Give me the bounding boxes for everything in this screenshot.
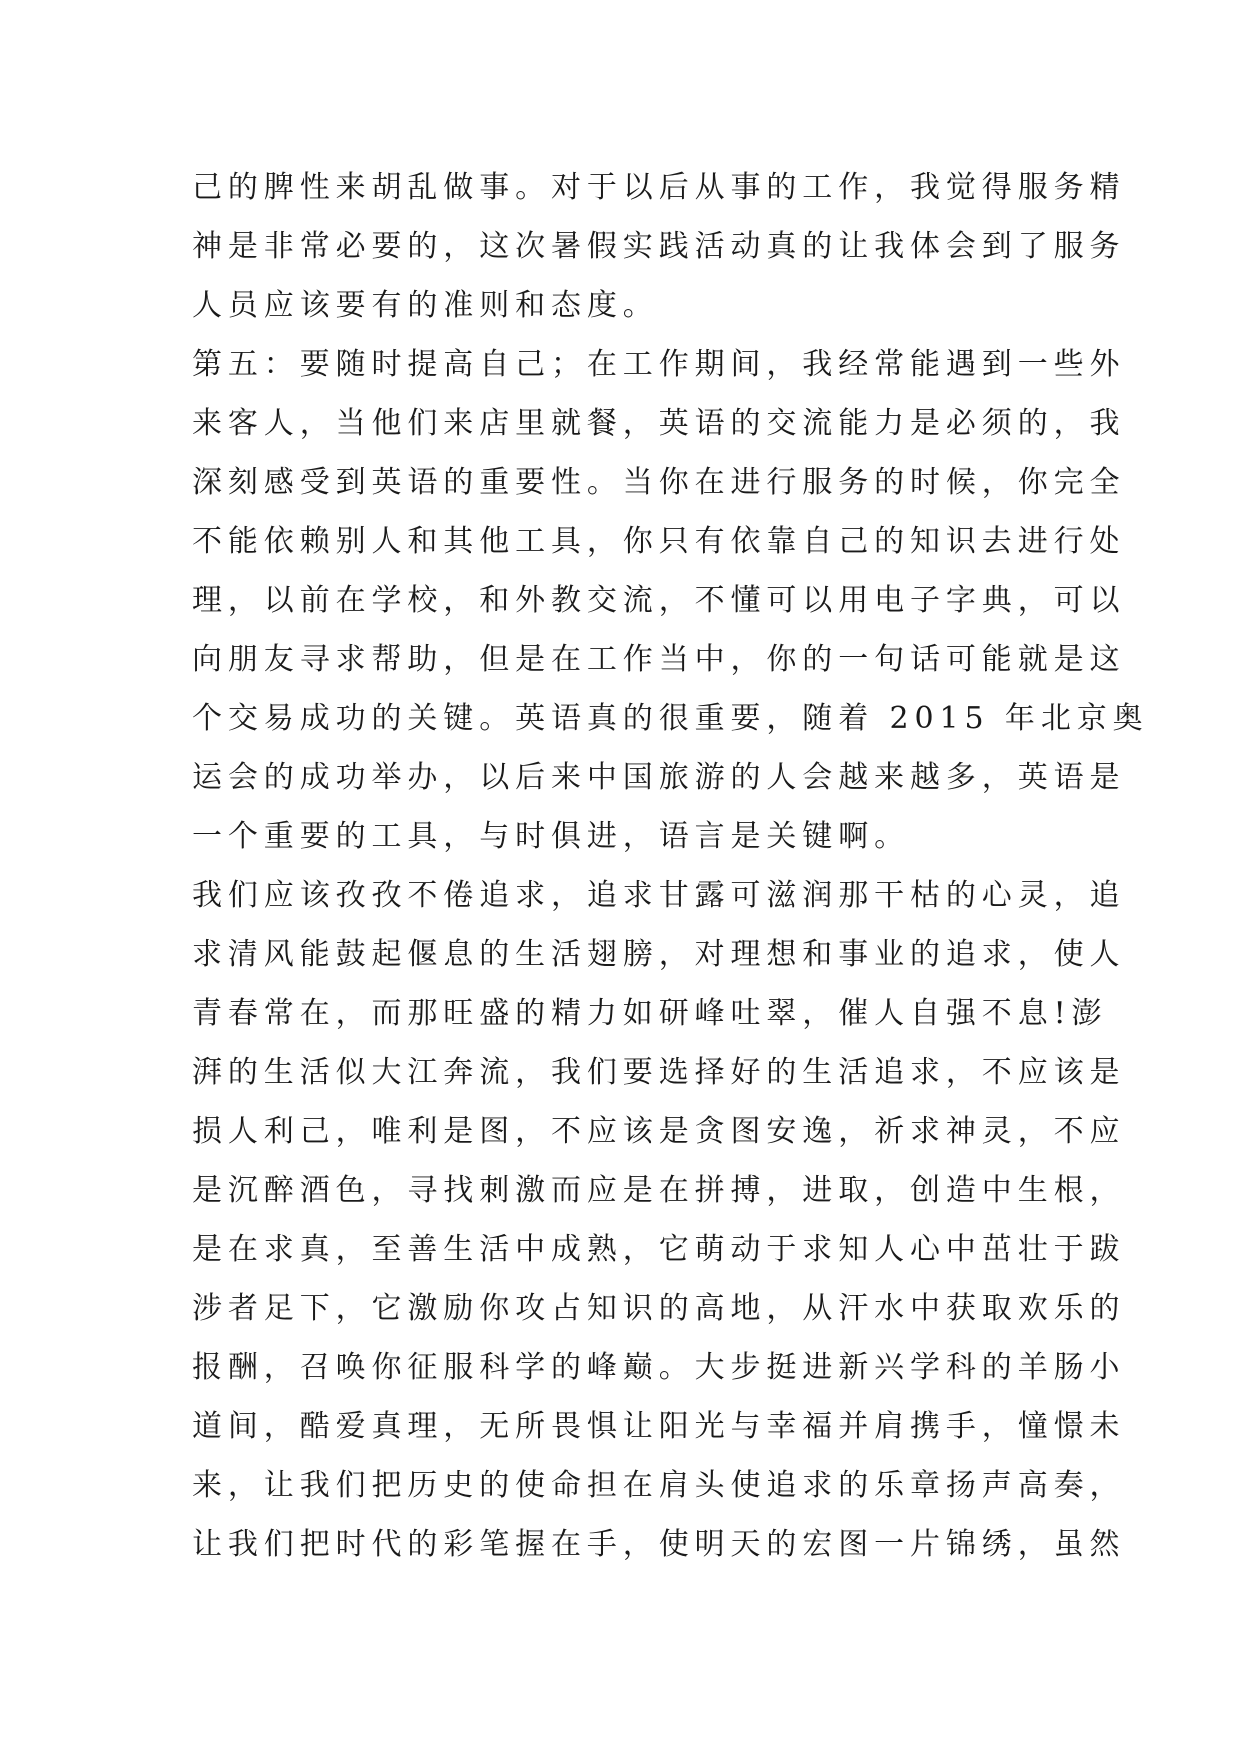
text-line: 让我们把时代的彩笔握在手，使明天的宏图一片锦绣，虽然 <box>192 1527 1126 1562</box>
text-line: 向朋友寻求帮助，但是在工作当中，你的一句话可能就是这 <box>192 642 1126 677</box>
text-line: 来，让我们把历史的使命担在肩头使追求的乐章扬声高奏， <box>192 1468 1126 1503</box>
text-line: 深刻感受到英语的重要性。当你在进行服务的时候，你完全 <box>192 465 1126 500</box>
text-line: 来客人，当他们来店里就餐，英语的交流能力是必须的，我 <box>192 406 1126 441</box>
text-line: 神是非常必要的，这次暑假实践活动真的让我体会到了服务 <box>192 229 1126 264</box>
text-line: 报酬，召唤你征服科学的峰巅。大步挺进新兴学科的羊肠小 <box>192 1350 1126 1385</box>
text-line: 第五：要随时提高自己；在工作期间，我经常能遇到一些外 <box>192 347 1126 382</box>
text-line: 是在求真，至善生活中成熟，它萌动于求知人心中茁壮于跋 <box>192 1232 1126 1267</box>
text-line: 损人利己，唯利是图，不应该是贪图安逸，祈求神灵，不应 <box>192 1114 1126 1149</box>
text-line: 是沉醉酒色，寻找刺激而应是在拼搏，进取，创造中生根， <box>192 1173 1126 1208</box>
text-line: 人员应该要有的准则和态度。 <box>192 288 659 323</box>
text-line: 我们应该孜孜不倦追求，追求甘露可滋润那干枯的心灵，追 <box>192 878 1126 913</box>
text-line: 理，以前在学校，和外教交流，不懂可以用电子字典，可以 <box>192 583 1126 618</box>
text-line: 湃的生活似大江奔流，我们要选择好的生活追求，不应该是 <box>192 1055 1126 1090</box>
text-line: 涉者足下，它激励你攻占知识的高地，从汗水中获取欢乐的 <box>192 1291 1126 1326</box>
text-line: 求清风能鼓起偃息的生活翅膀，对理想和事业的追求，使人 <box>192 937 1126 972</box>
text-line: 道间，酷爱真理，无所畏惧让阳光与幸福并肩携手，憧憬未 <box>192 1409 1126 1444</box>
text-line: 个交易成功的关键。英语真的很重要，随着 2015 年北京奥 <box>192 701 1149 736</box>
text-line: 不能依赖别人和其他工具，你只有依靠自己的知识去进行处 <box>192 524 1126 559</box>
text-line: 己的脾性来胡乱做事。对于以后从事的工作，我觉得服务精 <box>192 170 1126 205</box>
text-line: 运会的成功举办，以后来中国旅游的人会越来越多，英语是 <box>192 760 1126 795</box>
text-line: 青春常在，而那旺盛的精力如研峰吐翠，催人自强不息!澎 <box>192 996 1108 1031</box>
body-text <box>192 158 1149 1574</box>
text-line: 一个重要的工具，与时俱进，语言是关键啊。 <box>192 819 910 854</box>
